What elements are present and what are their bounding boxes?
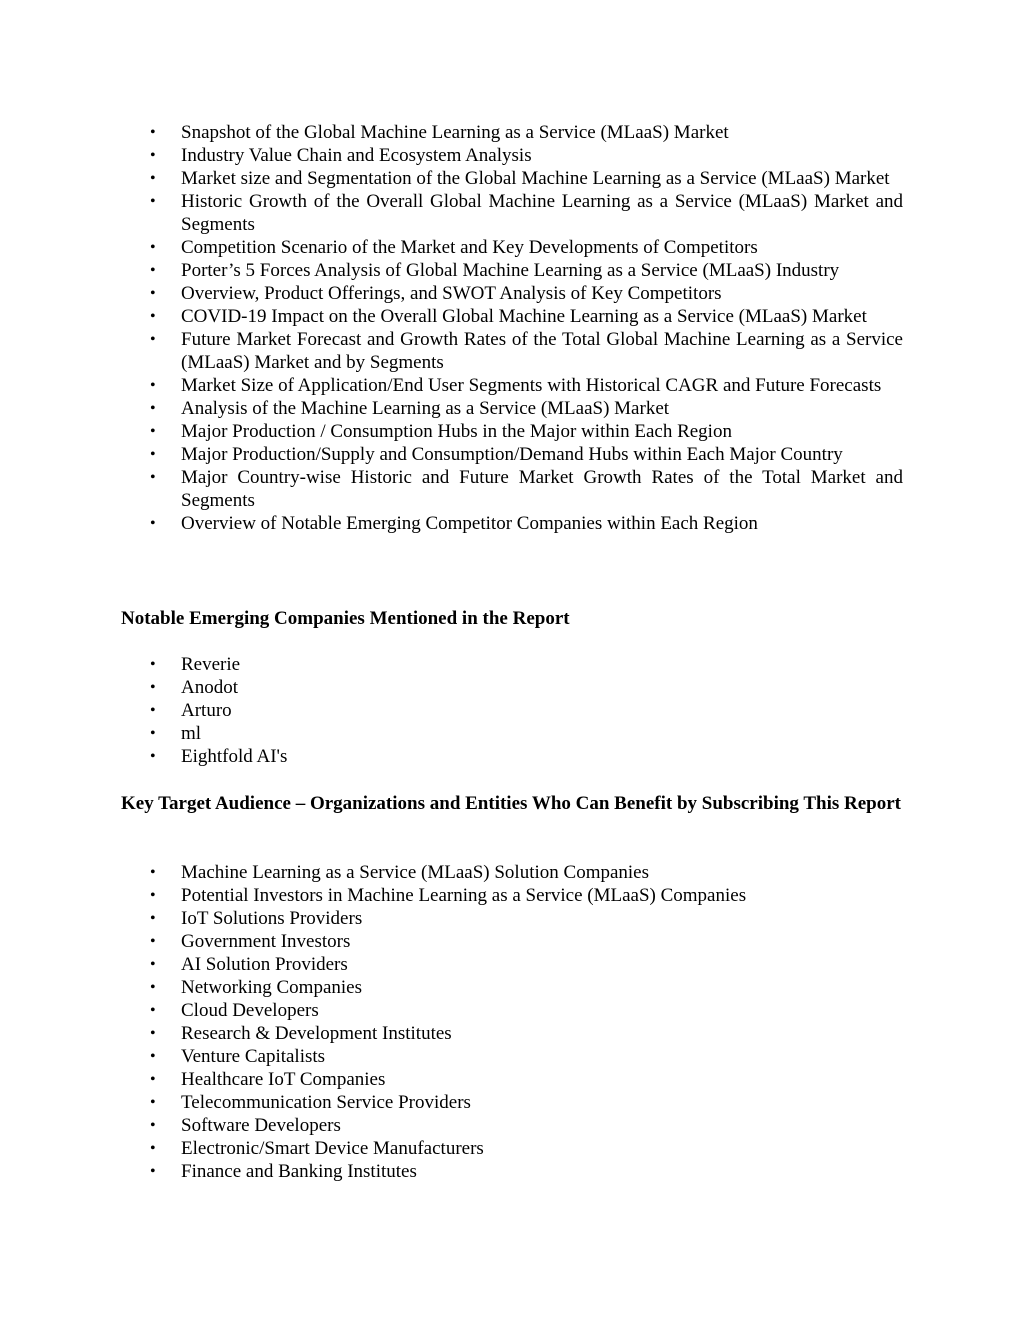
list-item: • Major Production/Supply and Consumption/Demand Hubs within Each Major Country	[181, 443, 903, 466]
list-item: • Anodot	[181, 676, 903, 699]
report-contents-list	[181, 121, 903, 535]
list-item: • Potential Investors in Machine Learning as a Service (MLaaS) Companies	[181, 884, 903, 907]
list-item: • Machine Learning as a Service (MLaaS) Solution Companies	[181, 861, 903, 884]
list-item: • Eightfold AI's	[181, 745, 903, 768]
list-item: • Overview of Notable Emerging Competitor Companies within Each Region	[181, 512, 903, 535]
emerging-companies-heading: Notable Emerging Companies Mentioned in the Report	[121, 608, 570, 629]
list-item: • Market Size of Application/End User Segments with Historical CAGR and Future Forecasts	[181, 374, 903, 397]
list-item: • Snapshot of the Global Machine Learning as a Service (MLaaS) Market	[181, 121, 903, 144]
list-item: • Major Country-wise Historic and Future Market Growth Rates of the Total Market and Segments	[181, 466, 903, 512]
list-item: • Cloud Developers	[181, 999, 903, 1022]
list-item: • Software Developers	[181, 1114, 903, 1137]
list-item: • Industry Value Chain and Ecosystem Analysis	[181, 144, 903, 167]
target-audience-list	[181, 861, 903, 1183]
list-item: • Finance and Banking Institutes	[181, 1160, 903, 1183]
list-item: • Porter’s 5 Forces Analysis of Global Machine Learning as a Service (MLaaS) Industry	[181, 259, 903, 282]
list-item: • Reverie	[181, 653, 903, 676]
list-item: • Research & Development Institutes	[181, 1022, 903, 1045]
list-item: • Historic Growth of the Overall Global Machine Learning as a Service (MLaaS) Market and Segments	[181, 190, 903, 236]
list-item: • COVID-19 Impact on the Overall Global Machine Learning as a Service (MLaaS) Market	[181, 305, 903, 328]
list-item: • Networking Companies	[181, 976, 903, 999]
list-item: • Government Investors	[181, 930, 903, 953]
list-item: • Arturo	[181, 699, 903, 722]
list-item: • Healthcare IoT Companies	[181, 1068, 903, 1091]
list-item: • Overview, Product Offerings, and SWOT Analysis of Key Competitors	[181, 282, 903, 305]
list-item: • Venture Capitalists	[181, 1045, 903, 1068]
list-item: • Future Market Forecast and Growth Rates of the Total Global Machine Learning as a Service (MLaaS) Market and by Segments	[181, 328, 903, 374]
emerging-companies-list	[181, 653, 903, 768]
target-audience-heading: Key Target Audience – Organizations and Entities Who Can Benefit by Subscribing This Report	[121, 793, 901, 814]
list-item: • Electronic/Smart Device Manufacturers	[181, 1137, 903, 1160]
list-item: • Market size and Segmentation of the Global Machine Learning as a Service (MLaaS) Market	[181, 167, 903, 190]
list-item: • Competition Scenario of the Market and Key Developments of Competitors	[181, 236, 903, 259]
list-item: • ml	[181, 722, 903, 745]
list-item: • Analysis of the Machine Learning as a Service (MLaaS) Market	[181, 397, 903, 420]
list-item: • Telecommunication Service Providers	[181, 1091, 903, 1114]
list-item: • Major Production / Consumption Hubs in the Major within Each Region	[181, 420, 903, 443]
list-item: • AI Solution Providers	[181, 953, 903, 976]
list-item: • IoT Solutions Providers	[181, 907, 903, 930]
